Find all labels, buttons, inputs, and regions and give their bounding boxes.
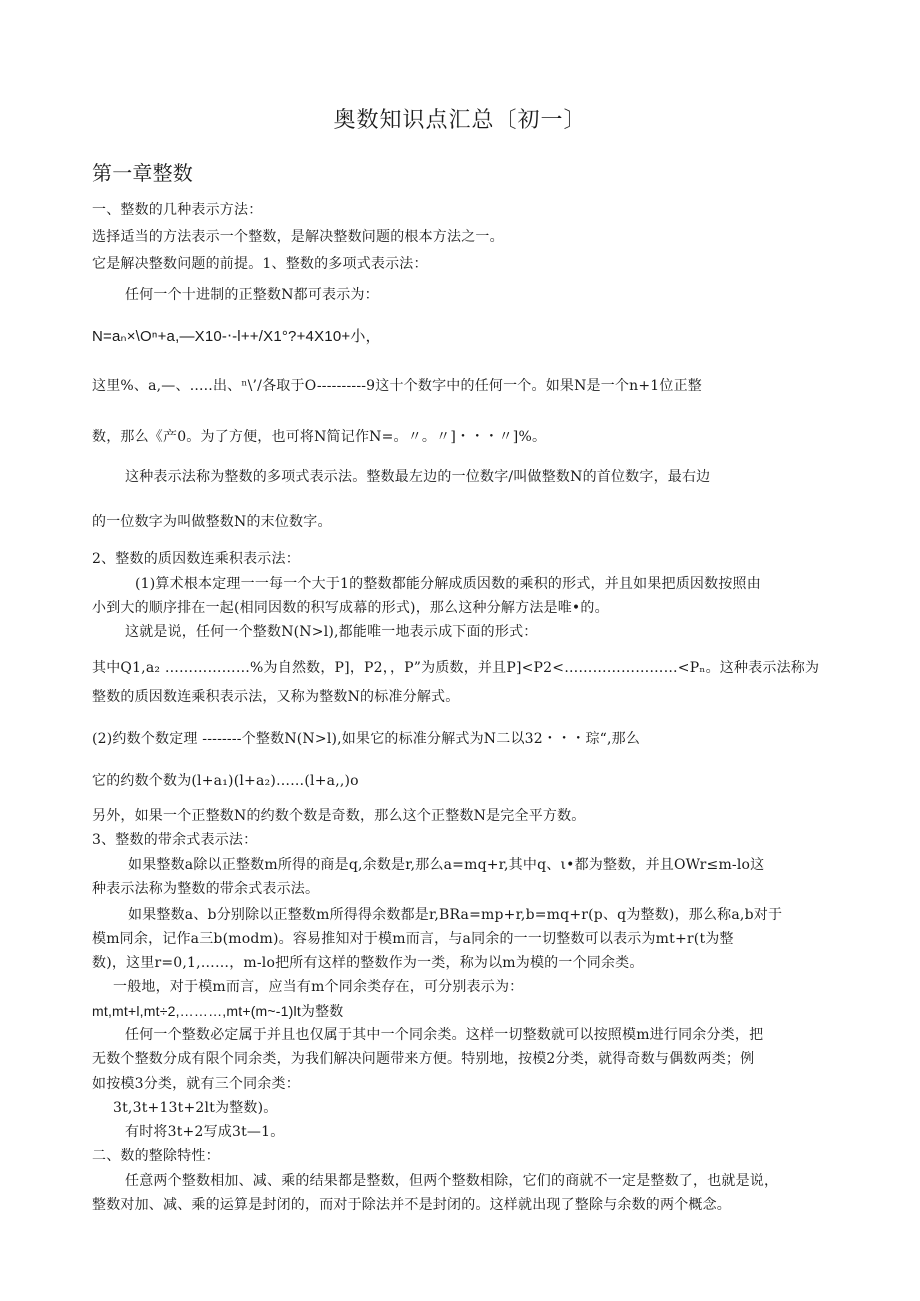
paragraph-line: 任何一个十进制的正整数N都可表示为： xyxy=(125,287,379,303)
paragraph-line: 种表示法称为整数的带余式表示法。 xyxy=(92,881,320,897)
paragraph-line: 一般地，对于模m而言，应当有m个同余类存在，可分别表示为： xyxy=(113,979,524,995)
paragraph-line: 整数对加、减、乘的运算是封闭的，而对于除法并不是封闭的。这样就出现了整除与余数的两个概念。 xyxy=(92,1197,731,1213)
paragraph-line: 3t,3t+13t+2lt为整数)。 xyxy=(113,1100,278,1116)
paragraph-line: 整数的质因数连乘积表示法，又称为整数N的标准分解式。 xyxy=(92,689,460,705)
paragraph-line: (1)算术根本定理一一每一个大于1的整数都能分解成质因数的乘积的形式，并且如果把质因数按照由 xyxy=(135,576,761,592)
paragraph-line: 如果整数a、b分别除以正整数m所得得余数都是r,BRa=mp+r,b=mq+r(p、q为整数)，那么称a,b对于 xyxy=(128,907,783,923)
doc-title: 奥数知识点汇总〔初一〕 xyxy=(333,108,587,133)
paragraph-line: 它的约数个数为(l+a₁)(l+a₂)……(l+a,,)o xyxy=(92,773,359,789)
paragraph-line: 小到大的顺序排在一起(相同因数的积写成幕的形式)，那么这种分解方法是唯•的。 xyxy=(92,600,609,616)
paragraph-line: 数)，这里r=0,1,……，m-lo把所有这样的整数作为一类，称为以m为模的一个同余类。 xyxy=(92,955,644,971)
paragraph-line: 这里%、a,—、.....出、ⁿ\’/各取于O----------9这十个数字中的任何一个。如果N是一个n+1位正整 xyxy=(92,378,702,394)
section-heading: 2、整数的质因数连乘积表示法： xyxy=(92,551,300,567)
paragraph-line: 它是解决整数问题的前提。1、整数的多项式表示法： xyxy=(92,256,428,272)
paragraph-line: (2)约数个数定理 --------个整数N(N>l),如果它的标准分解式为N二以32・・・琮“,那么 xyxy=(92,731,641,747)
paragraph-line: 这就是说，任何一个整数N(N>l),都能唯一地表示成下面的形式： xyxy=(125,624,538,640)
paragraph-line: 任何一个整数必定属于并且也仅属于其中一个同余类。这样一切整数就可以按照模m进行同余分类，把 xyxy=(125,1027,764,1043)
paragraph-line: 数，那么《产0。为了方便，也可将N简记作N=。〃。〃]・・・〃]%。 xyxy=(92,429,547,445)
paragraph-line: 另外，如果一个正整数N的约数个数是奇数，那么这个正整数N是完全平方数。 xyxy=(92,808,586,824)
section-heading: 一、整数的几种表示方法： xyxy=(92,202,263,218)
paragraph-line: 模m同余，记作a三b(modm)。容易推知对于模m而言，与a同余的一一切整数可以表示为mt+r(t为整 xyxy=(92,931,734,947)
paragraph-line: 的一位数字为叫做整数N的末位数字。 xyxy=(92,514,332,530)
paragraph-line: 其中Q1,a₂ ………………%为自然数，P]，P2，，P”为质数，并且P]<P2<……………………<Pₙ。这种表示法称为 xyxy=(92,660,820,676)
paragraph-line: 任意两个整数相加、减、乘的结果都是整数，但两个整数相除，它们的商就不一定是整数了，也就是说， xyxy=(125,1173,779,1189)
section-heading: 3、整数的带余式表示法： xyxy=(92,832,258,848)
formula-line: N=aₙ×\Oⁿ+a,—X10-‧-l++/X1°?+4X10+小， xyxy=(92,328,381,345)
paragraph-line: 这种表示法称为整数的多项式表示法。整数最左边的一位数字/叫做整数N的首位数字，最右边 xyxy=(125,469,711,485)
paragraph-line: mt,mt+l,mt÷2,………,mt+(m~-1)lt为整数 xyxy=(92,1003,344,1019)
paragraph-line: 如按模3分类，就有三个同余类： xyxy=(92,1076,300,1092)
paragraph-line: 无数个整数分成有限个同余类，为我们解决问题带来方便。特别地，按模2分类，就得奇数与偶数两类；例 xyxy=(92,1051,755,1067)
section-heading: 二、数的整除特性： xyxy=(92,1148,220,1164)
paragraph-line: 有时将3t+2写成3t—1。 xyxy=(125,1124,285,1140)
paragraph-line: 选择适当的方法表示一个整数，是解决整数问题的根本方法之一。 xyxy=(92,229,504,245)
chapter-heading: 第一章整数 xyxy=(92,161,193,185)
paragraph-line: 如果整数a除以正整数m所得的商是q,余数是r,那么a=mq+r,其中q、ι•都为整数，并且OWr≤m-lo这 xyxy=(128,857,765,873)
